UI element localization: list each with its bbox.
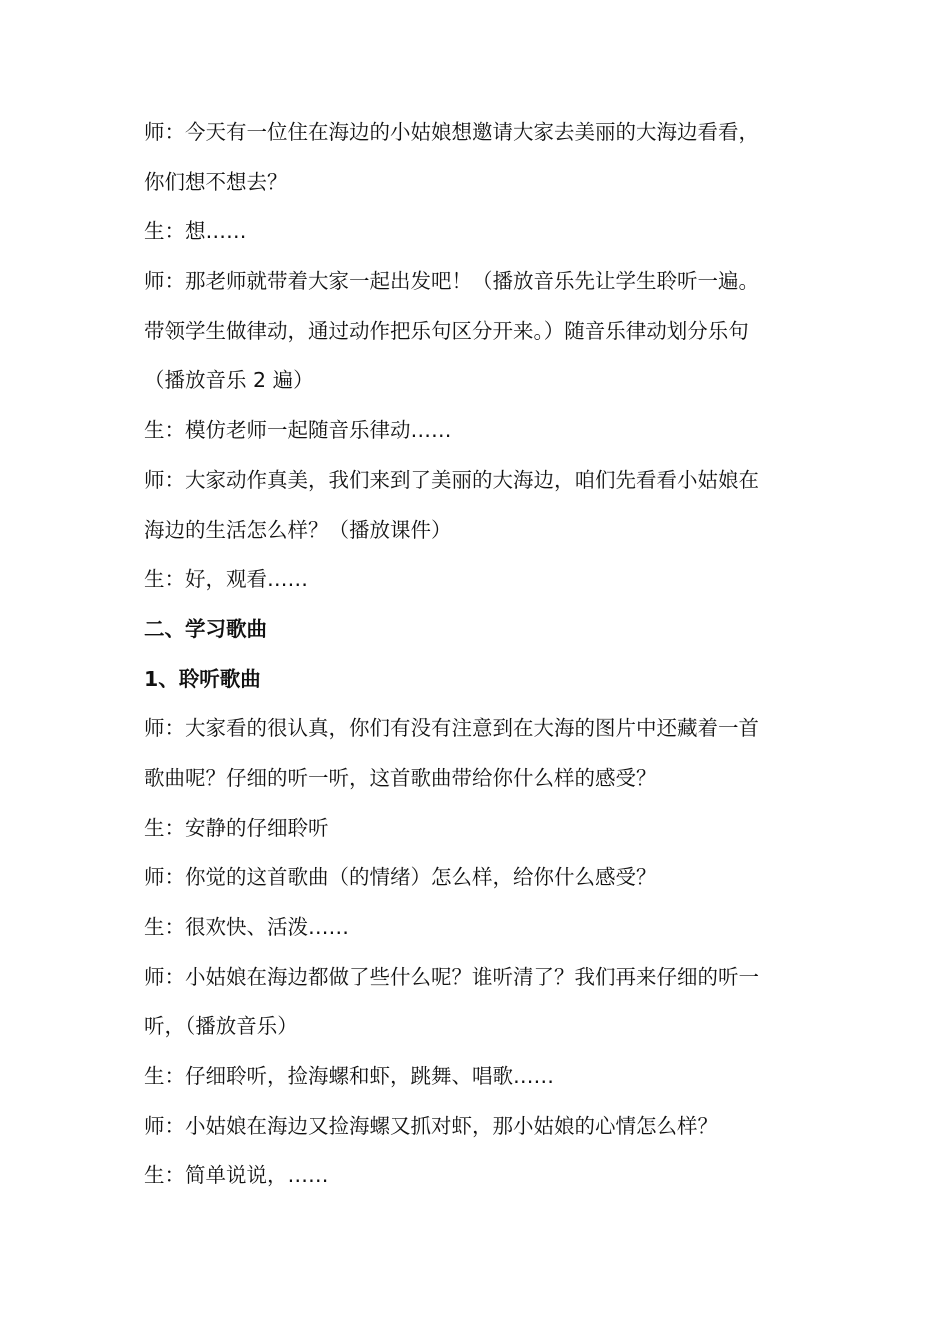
text-line: 师：小姑娘在海边又捡海螺又抓对虾，那小姑娘的心情怎么样？	[144, 1113, 718, 1138]
text-line: 师：大家动作真美，我们来到了美丽的大海边，咱们先看看小姑娘在	[144, 467, 759, 492]
text-line: 师：小姑娘在海边都做了些什么呢？谁听清了？我们再来仔细的听一	[144, 964, 759, 989]
text-line: 听，（播放音乐）	[144, 1014, 298, 1039]
section-heading: 二、学习歌曲	[144, 616, 267, 641]
text-line: 生：想……	[144, 219, 247, 244]
text-line: 师：那老师就带着大家一起出发吧！（播放音乐先让学生聆听一遍。	[144, 269, 759, 294]
text-line: 生：很欢快、活泼……	[144, 915, 349, 939]
text-line: 生：模仿老师一起随音乐律动……	[144, 418, 452, 443]
text-line: 生：好，观看……	[144, 567, 308, 592]
text-line: 生：仔细聆听，捡海螺和虾，跳舞、唱歌……	[144, 1064, 554, 1089]
text-line: 生：安静的仔细聆听	[144, 815, 329, 840]
subsection-heading: 1、聆听歌曲	[144, 666, 261, 691]
text-line: 你们想不想去？	[144, 169, 288, 194]
text-line: （播放音乐 2 遍）	[144, 368, 314, 393]
text-line: 师：今天有一位住在海边的小姑娘想邀请大家去美丽的大海边看看，	[144, 120, 759, 144]
document-body	[144, 108, 816, 1201]
text-line: 师：大家看的很认真，你们有没有注意到在大海的图片中还藏着一首	[144, 716, 759, 741]
text-line: 带领学生做律动，通过动作把乐句区分开来。）随音乐律动划分乐句	[144, 318, 749, 343]
text-line: 生：简单说说，……	[144, 1163, 329, 1188]
text-line: 海边的生活怎么样？（播放课件）	[144, 517, 452, 542]
text-line: 歌曲呢？仔细的听一听，这首歌曲带给你什么样的感受？	[144, 765, 657, 790]
text-line: 师：你觉的这首歌曲（的情绪）怎么样，给你什么感受？	[144, 865, 657, 890]
